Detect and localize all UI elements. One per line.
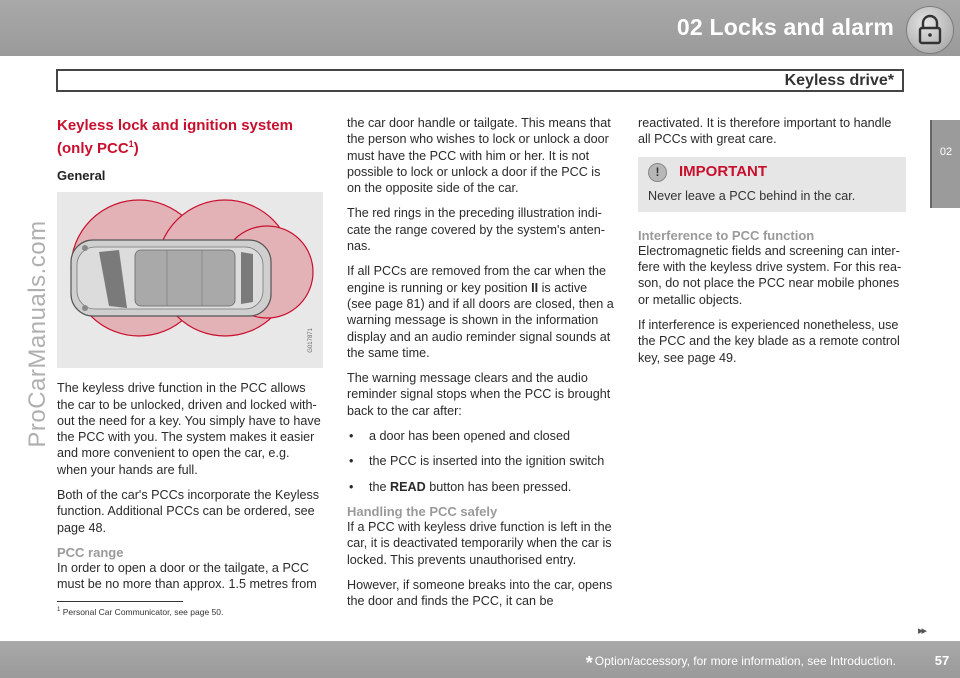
column-2 — [347, 115, 614, 618]
important-title: IMPORTANT — [679, 163, 768, 181]
heading-pcc-range: PCC range — [57, 544, 124, 560]
bullet-icon: • — [349, 429, 354, 444]
heading-interference: Interference to PCC function — [638, 227, 815, 243]
pcc-range-illustration — [57, 192, 323, 368]
watermark: ProCarManuals.com — [24, 220, 51, 448]
paragraph: reactivated. It is therefore important to handle all PCCs with great care. — [638, 116, 892, 147]
list-item: • the READ button has been pressed. — [349, 479, 572, 494]
column-3 — [638, 115, 906, 375]
list-item: • a door has been opened and closed — [349, 429, 570, 444]
paragraph: If a PCC with keyless drive function is left in the car, it is deactivated temporarily when the car is locked. This prevents unauthorised entry. — [347, 519, 612, 567]
paragraph: However, if someone breaks into the car, opens the door and finds the PCC, it can be — [347, 577, 613, 609]
list-item: • the PCC is inserted into the ignition switch — [349, 454, 605, 469]
page-number: 57 — [934, 653, 950, 668]
bullet-icon: • — [349, 479, 354, 494]
paragraph: Electromagnetic fields and screening can inter-fere with the keyless drive system. For this rea-son, do not place the PCC near mobile phones or metallic objects. — [638, 243, 902, 307]
car-top-view — [71, 240, 271, 316]
paragraph: Both of the car's PCCs incorporate the Keyless function. Additional PCCs can be ordered, see page 48. — [57, 488, 320, 535]
section-title: Keyless drive* — [784, 72, 894, 89]
heading-general: General — [57, 168, 106, 183]
heading-keyless-lock: Keyless lock and ignition system (only PCC$^1$) — [57, 117, 293, 157]
padlock-icon — [906, 6, 954, 54]
next-page-arrows-icon: ▸▸ — [918, 625, 926, 637]
paragraph: The keyless drive function in the PCC allows the car to be unlocked, driven and locked with-out the need for a key. You simply have to have the PCC with you. The system makes it easier and more convenient to open the car, e.g. when your hands are full. — [57, 381, 321, 477]
heading-handling-pcc: Handling the PCC safely — [347, 503, 498, 519]
chapter-header-bar — [0, 0, 960, 56]
footnote: $^1$ Personal Car Communicator, see page 50. — [57, 607, 224, 617]
bullet-icon: • — [349, 454, 354, 469]
paragraph: If interference is experienced nonetheless, use the PCC and the key blade as a remote control key, see page 49. — [638, 318, 900, 365]
warning-icon: ! — [648, 163, 667, 182]
bullet-list — [347, 428, 614, 495]
chapter-tab-label: 02 — [939, 146, 953, 158]
figure-code: G017871 — [307, 327, 314, 353]
paragraph: the car door handle or tailgate. This means that the person who wishes to lock or unlock a door must have the PCC with him or her. It is not possible to lock or unlock a door if the PCC is on the opposite side of the car. — [347, 116, 611, 196]
footnote-divider — [57, 601, 183, 602]
paragraph: If all PCCs are removed from the car when the engine is running or key position II is active (see page 81) and if all doors are closed, then a warning message is shown in the information display and an audio reminder signal sounds at the same time. — [347, 264, 614, 360]
important-text: Never leave a PCC behind in the car. — [648, 188, 856, 203]
paragraph: In order to open a door or the tailgate, a PCC must be no more than approx. 1.5 metres from — [57, 560, 317, 592]
footer-bar — [0, 641, 960, 678]
paragraph: The red rings in the preceding illustration indi-cate the range covered by the system's anten-nas. — [347, 206, 605, 254]
chapter-tab — [930, 120, 960, 208]
section-header — [56, 69, 904, 92]
column-1 — [57, 112, 323, 602]
chapter-title: 02 Locks and alarm — [676, 14, 894, 40]
important-box — [638, 157, 906, 212]
paragraph: The warning message clears and the audio reminder signal stops when the PCC is brought back to the car after: — [347, 371, 611, 418]
footer-note: * Option/accessory, for more information, see Introduction. — [585, 653, 896, 673]
